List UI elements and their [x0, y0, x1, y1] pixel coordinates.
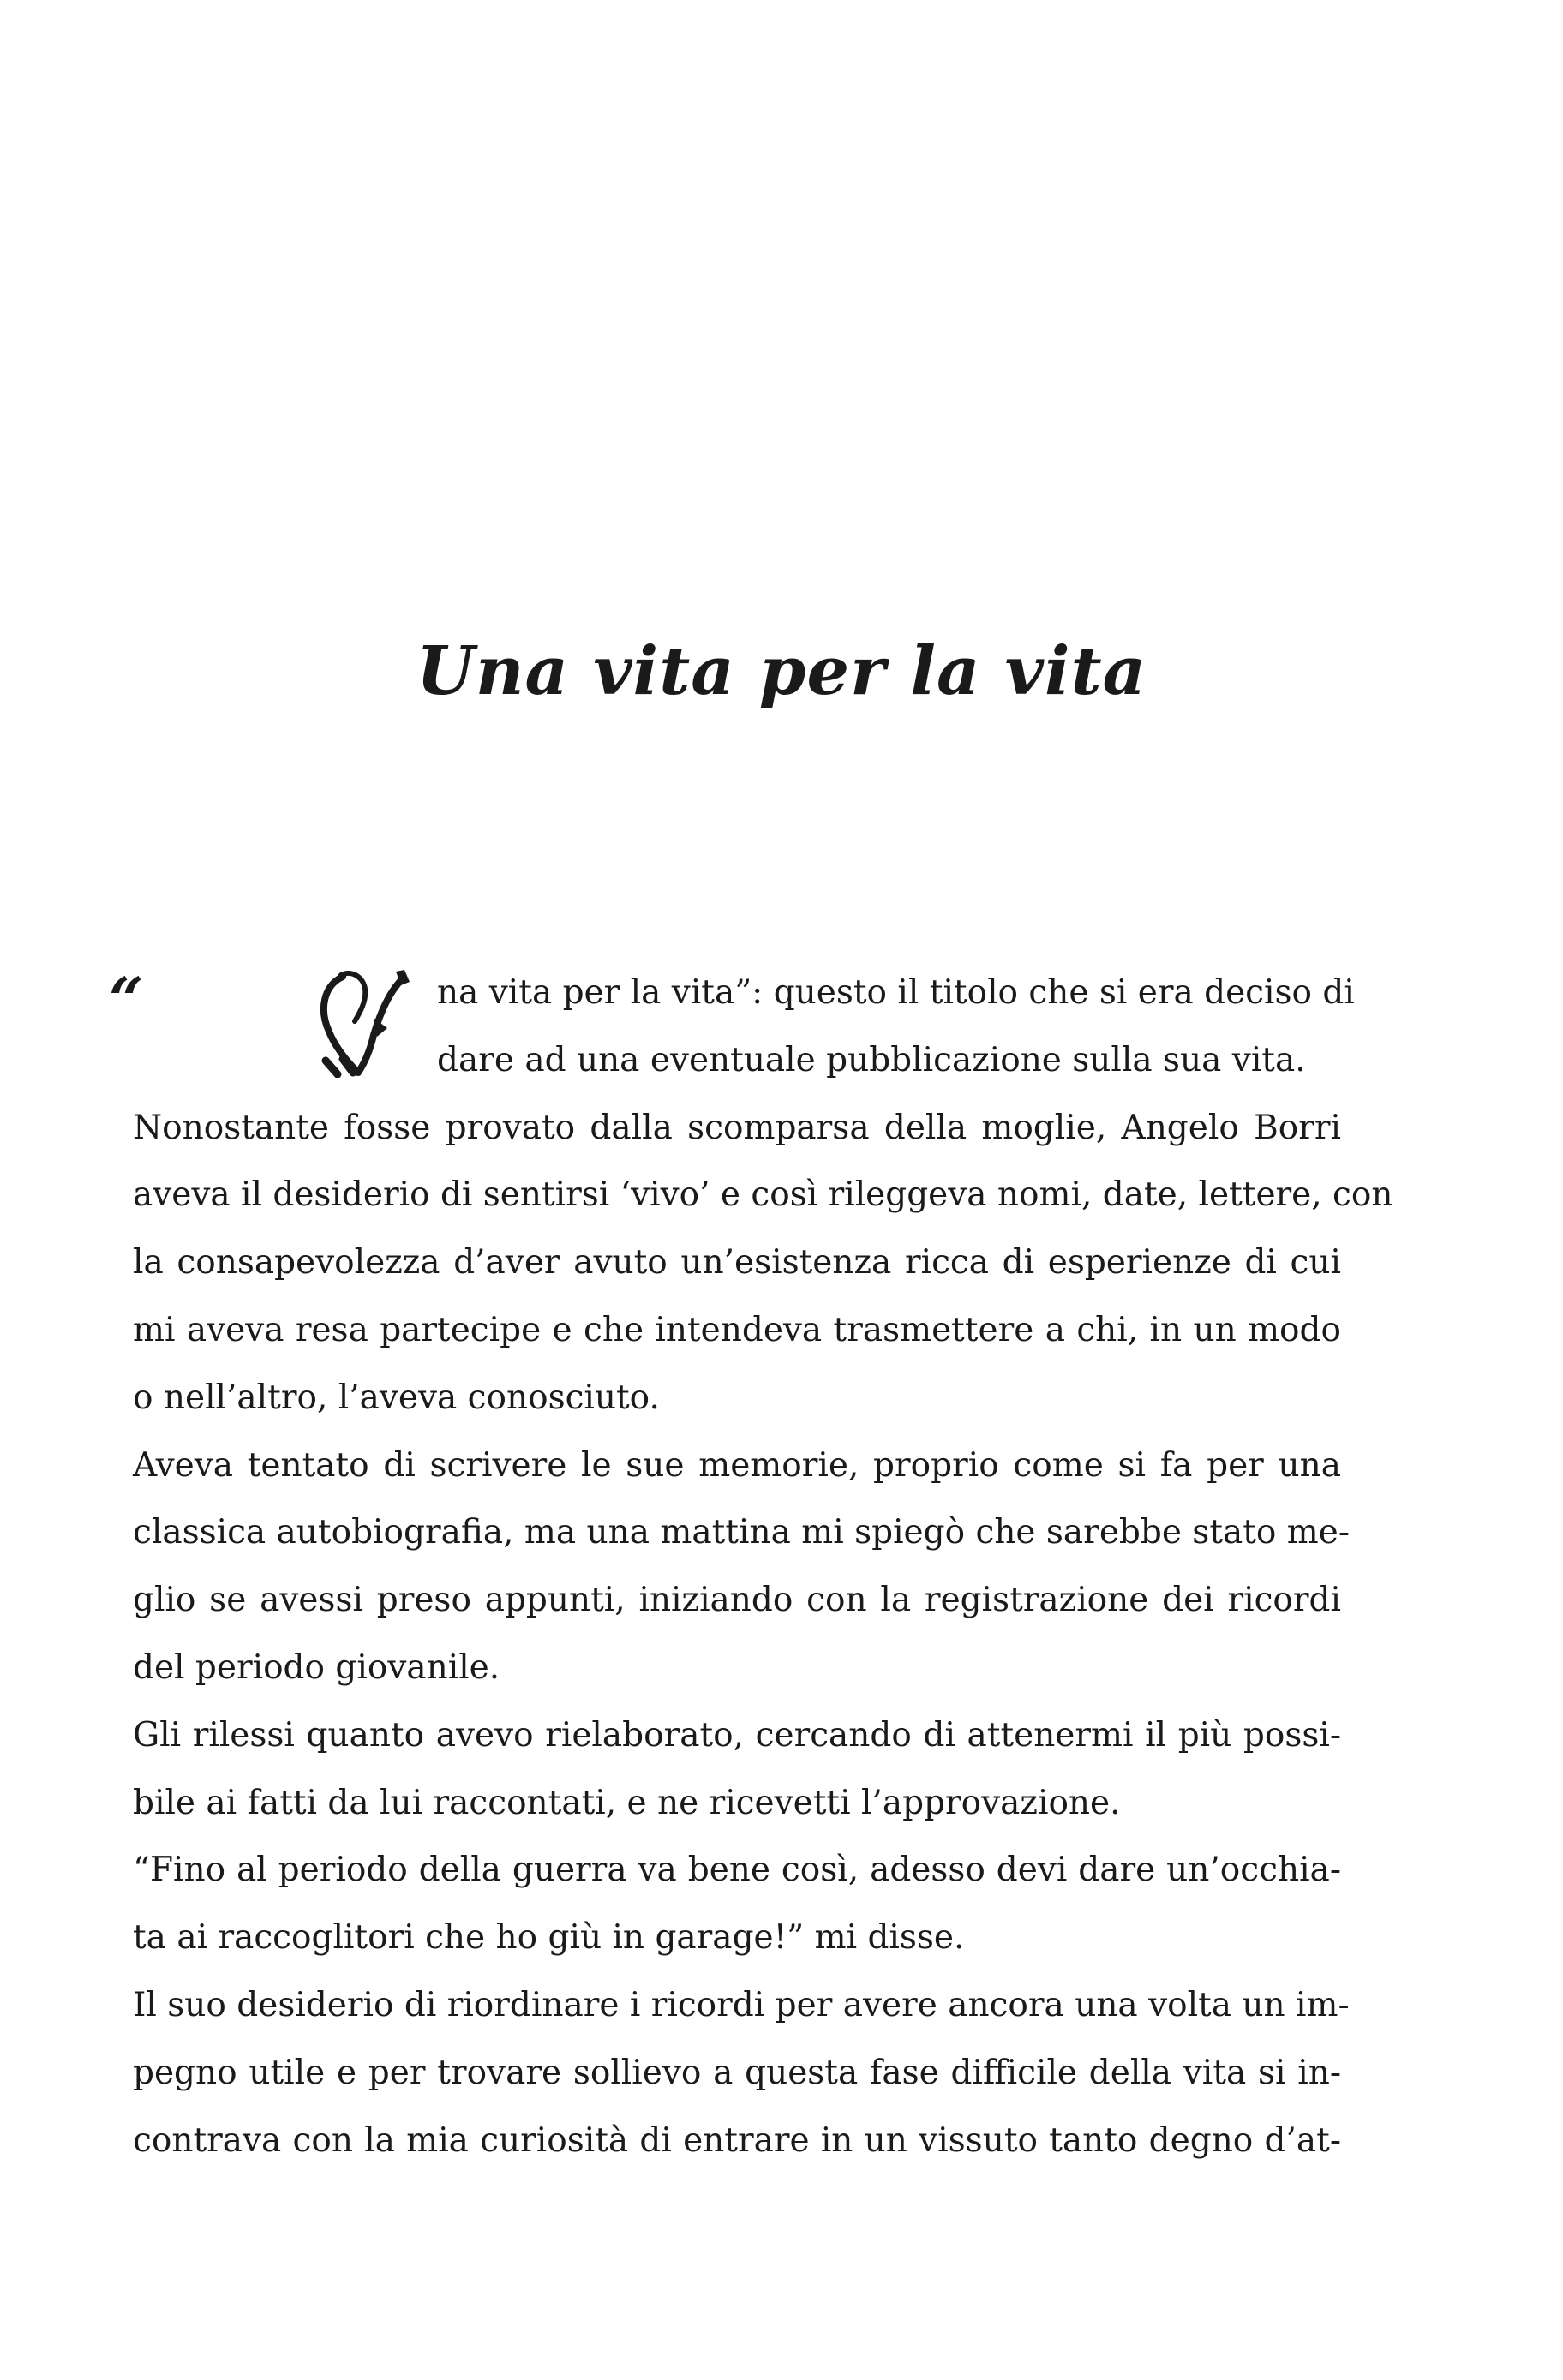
text-line: contrava con la mia curiosità di entrare in un vissuto tanto degno d’at- [133, 2120, 1341, 2160]
text-line: ta ai raccoglitori che ho giù in garage!” mi disse. [133, 1918, 965, 1958]
text-line: aveva il desiderio di sentirsi ‘vivo’ e così rileggeva nomi, date, lettere, con [133, 1175, 1393, 1215]
text-line: classica autobiografia, ma una mattina mi spiegò che sarebbe stato me- [133, 1513, 1350, 1552]
text-line: bile ai fatti da lui raccontati, e ne ricevetti l’approvazione. [133, 1783, 1121, 1822]
text-line: del periodo giovanile. [133, 1647, 500, 1687]
opening-line-2: dare ad una eventuale pubblicazione sulla sua vita. [437, 1040, 1306, 1079]
opening-line-1: na vita per la vita”: questo il titolo che si era deciso di [437, 973, 1355, 1012]
text-line: Il suo desiderio di riordinare i ricordi per avere ancora una volta un im- [133, 1985, 1350, 2024]
paragraph-5 [133, 1972, 1350, 2174]
paragraph-1 [133, 1095, 1393, 1432]
paragraph-4 [133, 1837, 1341, 1972]
text-line: Nonostante fosse provato dalla scomparsa della moglie, Angelo Borri [133, 1108, 1341, 1147]
paragraph-2 [133, 1432, 1350, 1702]
opening-lines [133, 960, 1355, 1095]
paragraph-3 [133, 1702, 1341, 1838]
opening-quote-mark: “ [109, 964, 144, 1035]
text-line: glio se avessi preso appunti, iniziando con la registrazione dei ricordi [133, 1581, 1341, 1620]
chapter-body [133, 960, 1393, 2174]
text-line: Aveva tentato di scrivere le sue memorie, proprio come si fa per una [133, 1445, 1341, 1485]
text-line: mi aveva resa partecipe e che intendeva trasmettere a chi, in un modo [133, 1310, 1341, 1349]
text-line: pegno utile e per trovare sollievo a questa fase difficile della vita si in- [133, 2053, 1341, 2092]
text-line: la consapevolezza d’aver avuto un’esistenza ricca di esperienze di cui [133, 1243, 1341, 1283]
text-line: Gli rilessi quanto avevo rielaborato, cercando di attenermi il più possi- [133, 1715, 1341, 1755]
text-line: “Fino al periodo della guerra va bene così, adesso devi dare un’occhia- [133, 1851, 1341, 1890]
text-line: o nell’altro, l’aveva conosciuto. [133, 1378, 660, 1417]
chapter-title: Una vita per la vita [416, 632, 1147, 710]
